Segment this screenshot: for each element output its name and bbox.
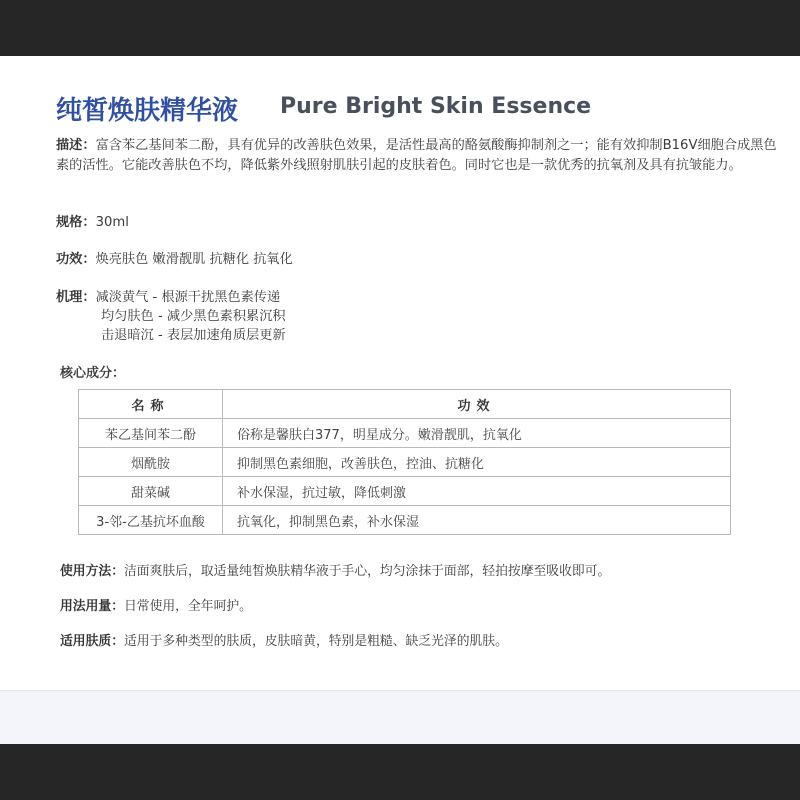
- ingredients-table: [78, 389, 731, 535]
- usage-method-text: 洁面爽肤后，取适量纯皙焕肤精华液于手心，均匀涂抹于面部，轻拍按摩至吸收即可。: [123, 564, 611, 579]
- usage-method-section: [60, 562, 790, 582]
- ingredient-effect: 俗称是馨肤白377，明星成分。嫩滑靓肌，抗氧化: [223, 419, 731, 448]
- ingredient-name: 3-邻-乙基抗坏血酸: [79, 506, 223, 535]
- mechanism-line: 均匀肤色 - 减少黑色素积累沉积: [101, 309, 286, 324]
- product-info-page: [0, 56, 800, 690]
- efficacy-label: 功效：: [56, 252, 96, 267]
- skin-type-section: [60, 632, 790, 652]
- mechanism-line: 击退暗沉 - 表层加速角质层更新: [101, 328, 286, 343]
- product-title-cn: 纯皙焕肤精华液: [56, 96, 239, 126]
- top-dark-bar: [0, 0, 800, 56]
- header-effect: 功效: [223, 390, 731, 419]
- table-row: [79, 448, 731, 477]
- spec-label: 规格：: [56, 215, 96, 230]
- ingredient-name: 烟酰胺: [79, 448, 223, 477]
- core-ingredients-label: 核心成分：: [60, 366, 126, 381]
- efficacy-value: 焕亮肤色 嫩滑靓肌 抗糖化 抗氧化: [95, 252, 293, 267]
- usage-method-label: 使用方法：: [60, 564, 124, 579]
- spec-section: [56, 213, 786, 233]
- description-section: [56, 136, 786, 176]
- spec-value: 30ml: [95, 215, 129, 230]
- bottom-dark-bar: [0, 744, 800, 800]
- dosage-text: 日常使用，全年呵护。: [123, 599, 252, 614]
- table-row: [79, 419, 731, 448]
- mechanism-label: 机理：: [56, 290, 96, 305]
- skin-type-label: 适用肤质：: [60, 634, 124, 649]
- mechanism-line: 减淡黄气 - 根源干扰黑色素传递: [95, 290, 281, 305]
- dosage-label: 用法用量：: [60, 599, 124, 614]
- ingredient-name: 甜菜碱: [79, 477, 223, 506]
- ingredient-effect: 抗氧化，抑制黑色素，补水保湿: [223, 506, 731, 535]
- table-header-row: [79, 390, 731, 419]
- skin-type-text: 适用于多种类型的肤质，皮肤暗黄，特别是粗糙、缺乏光泽的肌肤。: [123, 634, 508, 649]
- ingredient-name: 苯乙基间苯二酚: [79, 419, 223, 448]
- ingredient-effect: 补水保湿，抗过敏，降低刺激: [223, 477, 731, 506]
- page-footer-strip: [0, 690, 800, 744]
- mechanism-section: [56, 288, 786, 345]
- header-name: 名称: [79, 390, 223, 419]
- table-row: [79, 477, 731, 506]
- product-title-en: Pure Bright Skin Essence: [280, 94, 592, 119]
- description-label: 描述：: [56, 138, 96, 153]
- efficacy-section: [56, 250, 786, 270]
- table-row: [79, 506, 731, 535]
- dosage-section: [60, 597, 790, 617]
- description-text: 富含苯乙基间苯二酚，具有优异的改善肤色效果，是活性最高的酪氨酸酶抑制剂之一；能有效抑制B16V细胞合成黑色素的活性。它能改善肤色不均，降低紫外线照射肌肤引起的皮肤着色。同时它也是一款优秀的抗氧剂及具有抗皱能力。: [56, 138, 777, 173]
- ingredient-effect: 抑制黑色素细胞，改善肤色，控油、抗糖化: [223, 448, 731, 477]
